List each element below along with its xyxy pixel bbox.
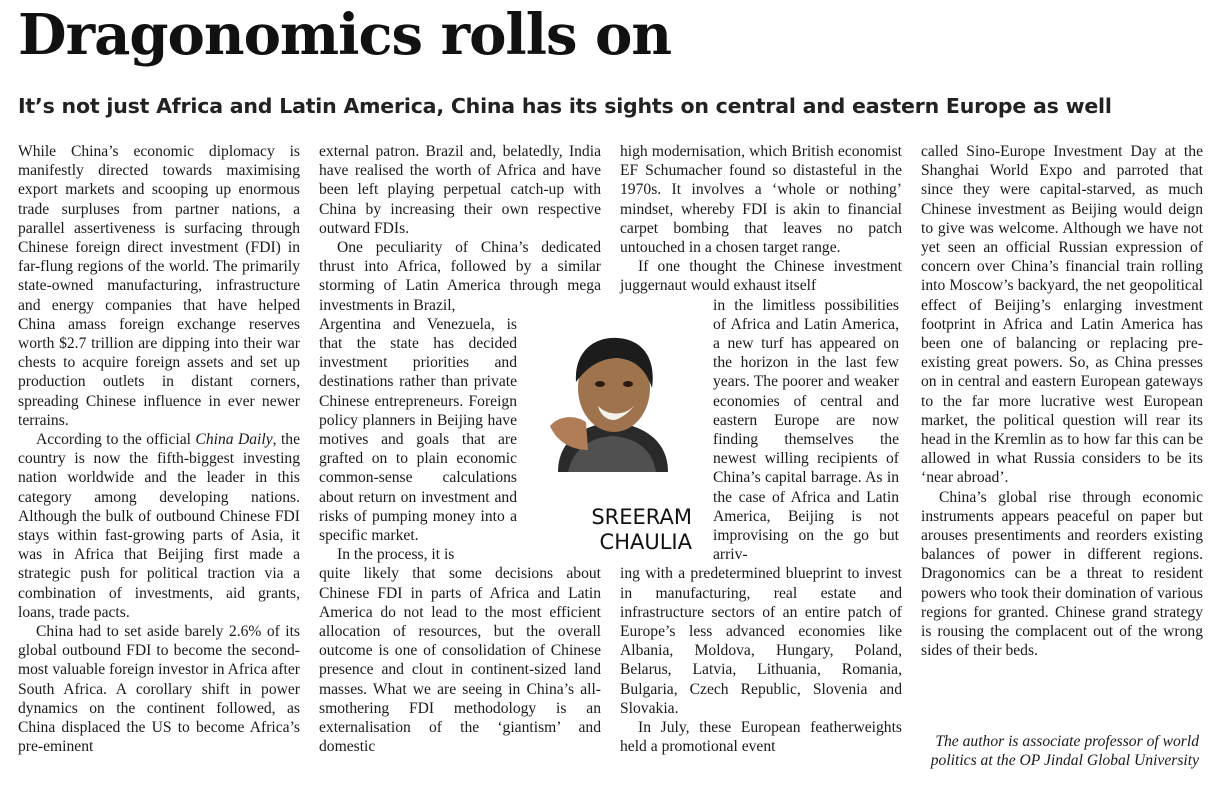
paragraph: quite likely that some decisions about Chinese FDI in parts of Africa and Latin America do not lead to the most efficient allocation of resources, but the overall outcome is one of consolidation of Chinese presence and clout in continent-sized land masses. What we are seeing in China’s all-smothering FDI methodology is an externalisation of the ‘giantism’ and domestic <box>319 565 601 756</box>
paragraph: One peculiarity of China’s dedicated thrust into Africa, followed by a similar storming of Latin America through mega investments in Brazil, <box>319 239 601 314</box>
paragraph: ing with a predetermined blueprint to invest in manufacturing, real estate and infrastructure sectors of an entire patch of Europe’s less advanced economies like Albania, Moldova, Hungary, Poland, Belarus, Latvia, Lithuania, Romania, Bulgaria, Czech Republic, Slovenia and Slovakia. <box>620 565 902 717</box>
paragraph: in the limitless possibilities of Africa and Latin America, a new turf has appeared on the horizon in the last few years. The poorer and weaker economies of central and eastern Europe are now finding themselves the newest willing recipients of China’s capital barrage. As in the case of Africa and Latin America, Beijing is not improvising on the go but arriv- <box>713 296 899 564</box>
paragraph: China’s global rise through economic instruments appears peaceful on paper but arouses presentiments and reorders existing balances of power in different regions. Dragonomics can be a threat to resident powers who took their domination of various regions for granted. Chinese grand strategy is rousing the complacent out of the wrong sides of their beds. <box>921 488 1203 660</box>
paragraph: In the process, it is <box>337 546 455 564</box>
paragraph: In July, these European featherweights held a promotional event <box>620 719 902 756</box>
byline-last-name: CHAULIA <box>599 530 692 554</box>
article-column-4 <box>921 142 1203 660</box>
paragraph: Argentina and Venezuela, is that the state has decided investment priorities and destinations rather than private Chinese entrepreneurs. Foreign policy planners in Beijing have motives and goals that are grafted on to plain economic common-sense calculations about return on investment and risks of pumping money into a specific market. <box>319 315 517 545</box>
paragraph: If one thought the Chinese investment juggernaut would exhaust itself <box>620 258 902 295</box>
subheadline: It’s not just Africa and Latin America, China has its sights on central and eastern Europe as well <box>18 94 1112 118</box>
paragraph: While China’s economic diplomacy is manifestly directed towards maximising export markets and scooping up enormous trade surpluses from partner nations, a parallel assertiveness is surfacing through Chinese foreign direct investment (FDI) in far-flung regions of the world. The primarily state-owned manufacturing, infrastructure and energy companies that have helped China amass foreign exchange reserves worth $2.7 trillion are dipping into their war chests to acquire foreign assets and set up production outlets in distant corners, spreading Chinese influence in ever newer terrains. <box>18 143 300 429</box>
article-column-1 <box>18 142 300 757</box>
paragraph: China had to set aside barely 2.6% of its global outbound FDI to become the second-most valuable foreign investor in Africa after South Africa. A corollary shift in power dynamics on the continent followed, as China displaced the US to become Africa’s pre-eminent <box>18 623 300 756</box>
paragraph: external patron. Brazil and, belatedly, India have realised the worth of Africa and have been left playing perpetual catch-up with China by increasing their own respective outward FDIs. <box>319 143 601 237</box>
publication-name: China Daily <box>195 431 273 449</box>
byline-first-name: SREERAM <box>591 505 692 529</box>
headline: Dragonomics rolls on <box>18 2 672 68</box>
paragraph: high modernisation, which British economist EF Schumacher found so distasteful in the 1970s. It involves a ‘whole or nothing’ mindset, whereby FDI is akin to financial carpet bombing that leaves no patch untouched in a chosen target range. <box>620 143 902 257</box>
article-column-3 <box>620 142 902 757</box>
paragraph: According to the official China Daily, the country is now the fifth-biggest investing nation worldwide and the leader in this category among developing nations. Although the bulk of outbound Chinese FDI stays within fast-growing parts of Asia, it was in Africa that Beijing first made a strategic push for political traction via a combination of investments, aid grants, loans, trade pacts. <box>18 431 300 621</box>
author-footnote: The author is associate professor of world politics at the OP Jindal Global University <box>930 733 1199 770</box>
paragraph: called Sino-Europe Investment Day at the Shanghai World Expo and parroted that since they were capital-starved, as much Chinese investment as Beijing would deign to give was welcome. Although we have not yet seen an official Russian expression of concern over China’s financial train rolling into Moscow’s backyard, the net geopolitical effect of Beijing’s enlarging investment footprint in Africa and Latin America has been one of balancing or replacing pre-existing great powers. So, as China presses on in central and eastern European gateways to the far more lucrative west European market, the political question will rear its head in the Kremlin as to how far this can be allowed in what Russia considers to be its ‘near abroad’. <box>921 143 1203 487</box>
